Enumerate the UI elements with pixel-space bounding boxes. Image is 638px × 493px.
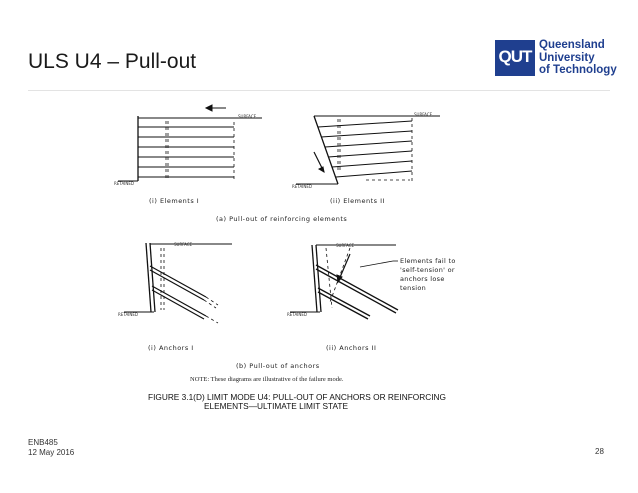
retained-label-4: RETAINED	[287, 312, 307, 317]
surface-label-1: SURFACE	[238, 114, 257, 119]
anchors-i-diagram	[124, 243, 232, 323]
logo-line-1: Queensland	[539, 39, 605, 51]
retained-label-2: RETAINED	[292, 184, 312, 189]
surface-label-4: SURFACE	[336, 243, 355, 248]
caption-elements-ii: (ii) Elements II	[330, 197, 385, 205]
logo-line-2: University	[539, 51, 595, 64]
figure-title-line-2: ELEMENTS—ULTIMATE LIMIT STATE	[204, 401, 348, 411]
reinforcing-elements	[138, 127, 234, 177]
anchor-pullout-lines	[161, 248, 218, 323]
pullout-extensions	[166, 121, 234, 181]
footer-course-code: ENB485	[28, 438, 58, 447]
surface-label-3: SURFACE	[174, 242, 193, 247]
caption-anchors-i: (i) Anchors I	[148, 344, 194, 352]
annotation-line-2: 'self-tension' or	[400, 266, 455, 274]
movement-arrowhead	[206, 105, 212, 111]
caption-anchors-ii: (ii) Anchors II	[326, 344, 377, 352]
annotation-line-3: anchors lose	[400, 275, 445, 283]
caption-a: (a) Pull-out of reinforcing elements	[216, 215, 348, 223]
footer-date: 12 May 2016	[28, 447, 75, 457]
anchor-rods	[150, 266, 206, 319]
elements-ii-diagram	[296, 116, 440, 184]
annotation-line-4: tension	[400, 284, 427, 292]
slide-footer	[28, 438, 74, 457]
annotation-leader	[360, 261, 393, 267]
retained-label-3: RETAINED	[118, 312, 138, 317]
wedge-arrowhead	[337, 275, 342, 282]
caption-elements-i: (i) Elements I	[149, 197, 200, 205]
annotation-line-1: Elements fail to	[400, 257, 456, 265]
logo-line-3: of Technology	[539, 64, 617, 76]
rotation-arrowhead	[319, 167, 324, 172]
anchors-ii-diagram	[290, 245, 398, 319]
surface-label-2: SURFACE	[414, 112, 433, 117]
slide-title: ULS U4 – Pull-out	[28, 50, 197, 73]
caption-b: (b) Pull-out of anchors	[236, 362, 320, 370]
figure-note: NOTE: These diagrams are illustrative of the failure mode.	[190, 376, 344, 383]
qut-logo-mark-text: QUT	[498, 47, 532, 66]
page-number: 28	[595, 447, 604, 456]
retained-label-1: RETAINED	[114, 181, 134, 186]
figure-title-line-1: FIGURE 3.1(D) LIMIT MODE U4: PULL-OUT OF ANCHORS OR REINFORCING	[148, 392, 446, 402]
